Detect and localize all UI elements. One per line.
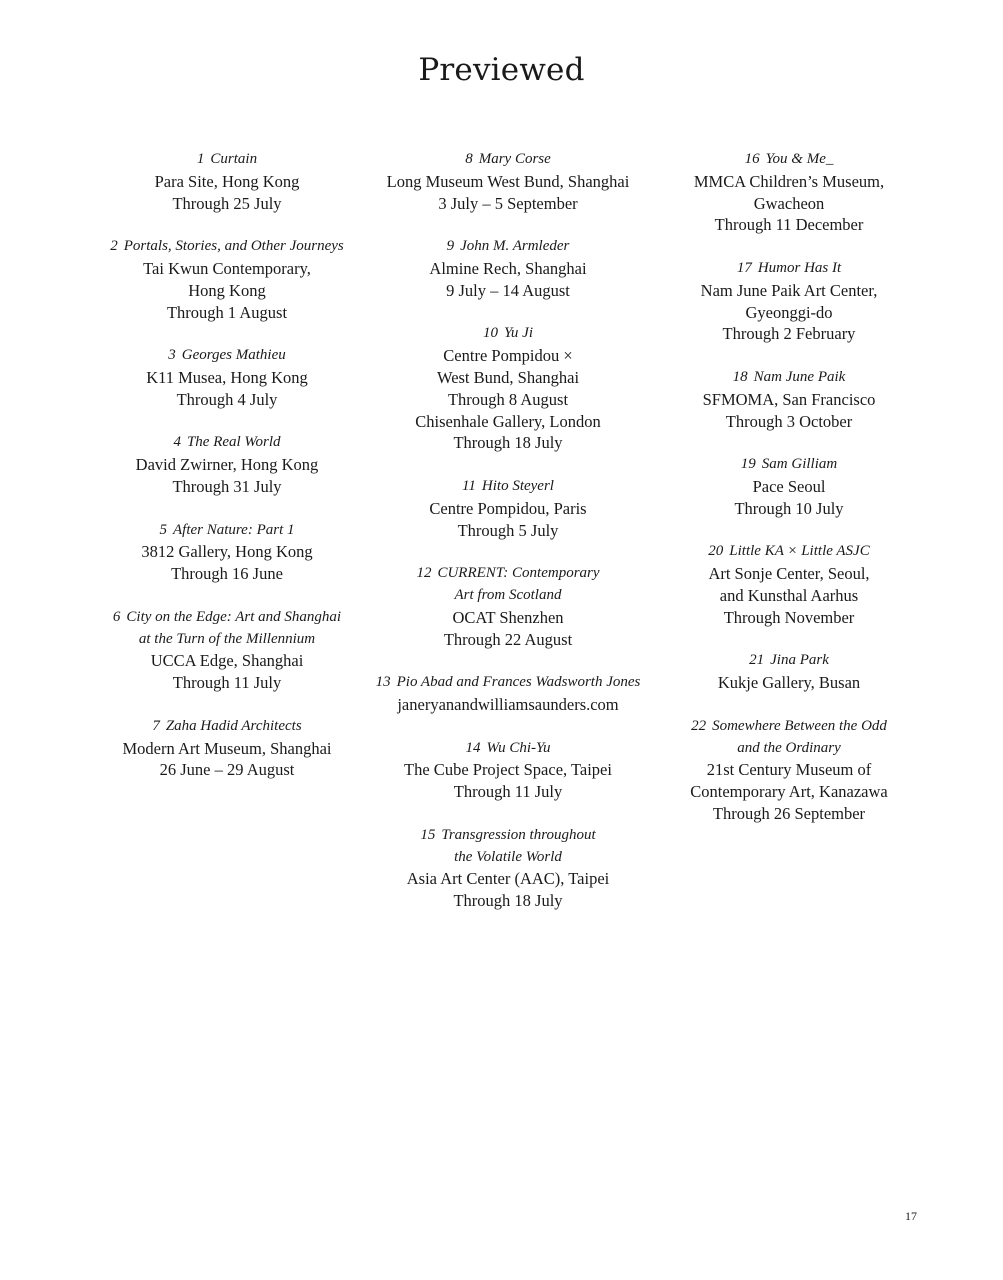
exhibition-heading <box>82 716 372 738</box>
exhibition-entry <box>644 149 934 236</box>
exhibition-title: CURRENT: Contemporary <box>437 565 600 582</box>
exhibition-number: 17 <box>736 259 752 276</box>
exhibition-heading <box>644 454 934 476</box>
exhibition-entry <box>82 432 372 497</box>
exhibition-column <box>644 149 934 847</box>
exhibition-heading <box>82 607 372 629</box>
exhibition-heading <box>82 432 372 454</box>
exhibition-entry <box>363 236 653 301</box>
exhibition-detail: Para Site, Hong Kong <box>154 171 300 191</box>
exhibition-detail: Gwacheon <box>753 193 825 213</box>
exhibition-entry <box>644 454 934 519</box>
exhibition-entry <box>644 367 934 432</box>
exhibition-detail: Through 26 September <box>712 803 866 823</box>
exhibition-number: 7 <box>152 717 160 734</box>
exhibition-detail: Through 18 July <box>453 891 563 911</box>
exhibition-detail: MMCA Children’s Museum, <box>693 171 885 191</box>
exhibition-entry <box>363 476 653 541</box>
exhibition-detail: Through 8 August <box>447 389 569 409</box>
exhibition-detail: OCAT Shenzhen <box>452 607 564 627</box>
exhibition-detail: Modern Art Museum, Shanghai <box>122 738 332 758</box>
exhibition-detail: Contemporary Art, Kanazawa <box>690 782 888 802</box>
exhibition-entry <box>82 607 372 694</box>
exhibition-number: 12 <box>416 565 432 582</box>
page-title: Previewed <box>418 52 585 88</box>
exhibition-detail: Through 1 August <box>166 302 288 322</box>
exhibition-number: 15 <box>420 826 436 843</box>
exhibition-entry <box>363 563 653 650</box>
exhibition-detail: 3 July – 5 September <box>438 193 578 213</box>
exhibition-heading <box>82 520 372 542</box>
exhibition-heading <box>363 672 653 694</box>
exhibition-entry <box>644 716 934 825</box>
exhibition-number: 13 <box>375 674 391 691</box>
exhibition-detail: SFMOMA, San Francisco <box>702 389 876 409</box>
exhibition-heading <box>644 716 934 738</box>
exhibition-detail: Through 16 June <box>171 564 283 584</box>
exhibition-title: Zaha Hadid Architects <box>165 717 302 734</box>
exhibition-detail: Centre Pompidou × <box>443 346 573 366</box>
exhibition-detail: UCCA Edge, Shanghai <box>150 651 304 671</box>
exhibition-title-continued: at the Turn of the Millennium <box>138 630 316 647</box>
exhibition-number: 14 <box>465 739 481 756</box>
exhibition-heading <box>82 149 372 171</box>
exhibition-detail: David Zwirner, Hong Kong <box>135 455 319 475</box>
exhibition-column <box>363 149 653 934</box>
exhibition-detail: Through 3 October <box>725 411 853 431</box>
exhibition-entry <box>363 738 653 803</box>
exhibition-detail: janeryanandwilliamsaunders.com <box>397 694 619 714</box>
exhibition-detail: Through 10 July <box>734 498 844 518</box>
exhibition-heading <box>363 236 653 258</box>
exhibition-title: Humor Has It <box>757 259 842 276</box>
exhibition-number: 22 <box>691 717 707 734</box>
exhibition-title: Yu Ji <box>503 325 534 342</box>
exhibition-detail: Nam June Paik Art Center, <box>700 280 878 300</box>
exhibition-detail: Kukje Gallery, Busan <box>717 673 861 693</box>
exhibition-title: After Nature: Part 1 <box>172 521 295 538</box>
exhibition-entry <box>644 258 934 345</box>
exhibition-entry <box>82 236 372 323</box>
exhibition-heading <box>363 323 653 345</box>
exhibition-number: 21 <box>749 652 765 669</box>
exhibition-entry <box>363 825 653 912</box>
exhibition-entry <box>82 520 372 585</box>
exhibition-title: Pio Abad and Frances Wadsworth Jones <box>396 674 641 691</box>
exhibition-number: 4 <box>173 434 181 451</box>
page-number: 17 <box>905 1209 917 1223</box>
exhibition-detail: Centre Pompidou, Paris <box>429 498 587 518</box>
exhibition-detail: Through November <box>723 607 855 627</box>
exhibition-title-continued: the Volatile World <box>454 848 562 865</box>
exhibition-detail: 26 June – 29 August <box>159 760 295 780</box>
exhibition-detail: Through 11 July <box>172 673 282 693</box>
exhibition-heading <box>363 476 653 498</box>
exhibition-title: Georges Mathieu <box>181 347 286 364</box>
exhibition-detail: Through 2 February <box>722 324 856 344</box>
exhibition-title: Curtain <box>210 151 258 167</box>
exhibition-title: You & Me_ <box>765 151 834 167</box>
exhibition-column <box>82 149 372 803</box>
exhibition-detail: Hong Kong <box>188 280 266 300</box>
exhibition-heading <box>363 825 653 847</box>
exhibition-title-continued: and the Ordinary <box>737 739 841 756</box>
exhibition-detail: Through 25 July <box>172 193 282 213</box>
exhibition-title: Little KA × Little ASJC <box>729 543 870 560</box>
exhibition-detail: Chisenhale Gallery, London <box>415 411 601 431</box>
exhibition-detail: 3812 Gallery, Hong Kong <box>141 542 313 562</box>
exhibition-number: 9 <box>446 238 455 255</box>
exhibition-heading <box>644 650 934 672</box>
exhibition-heading <box>363 738 653 760</box>
exhibition-heading <box>644 541 934 563</box>
exhibition-entry <box>363 149 653 214</box>
exhibition-entry <box>82 716 372 781</box>
exhibition-heading <box>363 149 653 171</box>
exhibition-detail: Asia Art Center (AAC), Taipei <box>406 869 610 889</box>
exhibition-detail: Tai Kwun Contemporary, <box>143 258 311 278</box>
exhibition-detail: Pace Seoul <box>752 476 826 496</box>
exhibition-title: John M. Armleder <box>460 238 570 255</box>
exhibition-number: 18 <box>732 368 748 385</box>
exhibition-detail: Long Museum West Bund, Shanghai <box>386 171 630 191</box>
exhibition-detail: Gyeonggi-do <box>745 302 833 322</box>
exhibition-detail: Art Sonje Center, Seoul, <box>708 564 870 584</box>
exhibition-title: Somewhere Between the Odd <box>712 717 887 734</box>
exhibition-number: 10 <box>482 325 498 342</box>
exhibition-detail: K11 Musea, Hong Kong <box>146 367 308 387</box>
exhibition-title: Hito Steyerl <box>481 477 554 494</box>
exhibition-detail: and Kunsthal Aarhus <box>719 585 859 605</box>
exhibition-entry <box>644 650 934 694</box>
exhibition-heading <box>644 367 934 389</box>
exhibition-title: Mary Corse <box>478 151 551 167</box>
exhibition-detail: Through 11 July <box>453 782 563 802</box>
exhibition-title: Sam Gilliam <box>761 456 838 473</box>
exhibition-entry <box>82 345 372 410</box>
exhibition-title: Nam June Paik <box>753 368 846 385</box>
exhibition-number: 5 <box>159 521 167 538</box>
exhibition-detail: Through 11 December <box>714 215 864 235</box>
exhibition-heading <box>82 236 372 258</box>
exhibition-detail: Through 5 July <box>457 520 559 540</box>
exhibition-title: The Real World <box>186 434 281 451</box>
exhibition-title: Jina Park <box>770 652 829 669</box>
exhibition-detail: Through 22 August <box>443 629 573 649</box>
exhibition-detail: Through 31 July <box>172 476 282 496</box>
exhibition-detail: The Cube Project Space, Taipei <box>404 760 612 780</box>
exhibition-heading <box>363 563 653 585</box>
exhibition-number: 6 <box>112 608 121 625</box>
exhibition-entry <box>363 323 653 454</box>
exhibition-heading <box>644 258 934 280</box>
exhibition-detail: 9 July – 14 August <box>446 280 570 300</box>
exhibition-number: 1 <box>196 151 205 167</box>
exhibition-heading <box>82 345 372 367</box>
exhibition-detail: Almine Rech, Shanghai <box>429 258 587 278</box>
exhibition-title-continued: Art from Scotland <box>454 586 562 603</box>
exhibition-entry <box>644 541 934 628</box>
exhibition-number: 19 <box>740 456 756 473</box>
exhibition-title: Wu Chi-Yu <box>486 739 551 756</box>
exhibition-title: Transgression throughout <box>441 826 596 843</box>
exhibition-detail: 21st Century Museum of <box>706 760 872 780</box>
exhibition-heading <box>644 149 934 171</box>
exhibition-number: 20 <box>708 543 724 560</box>
exhibition-number: 3 <box>168 347 176 364</box>
exhibition-number: 11 <box>462 477 476 494</box>
exhibition-title: City on the Edge: Art and Shanghai <box>126 608 342 625</box>
exhibition-detail: West Bund, Shanghai <box>436 367 580 387</box>
exhibition-number: 16 <box>744 151 760 167</box>
exhibition-entry <box>363 672 653 716</box>
exhibition-number: 8 <box>465 151 473 167</box>
exhibition-number: 2 <box>110 238 118 255</box>
exhibition-entry <box>82 149 372 214</box>
exhibition-detail: Through 18 July <box>453 433 563 453</box>
exhibition-title: Portals, Stories, and Other Journeys <box>123 238 344 255</box>
exhibition-detail: Through 4 July <box>176 389 278 409</box>
